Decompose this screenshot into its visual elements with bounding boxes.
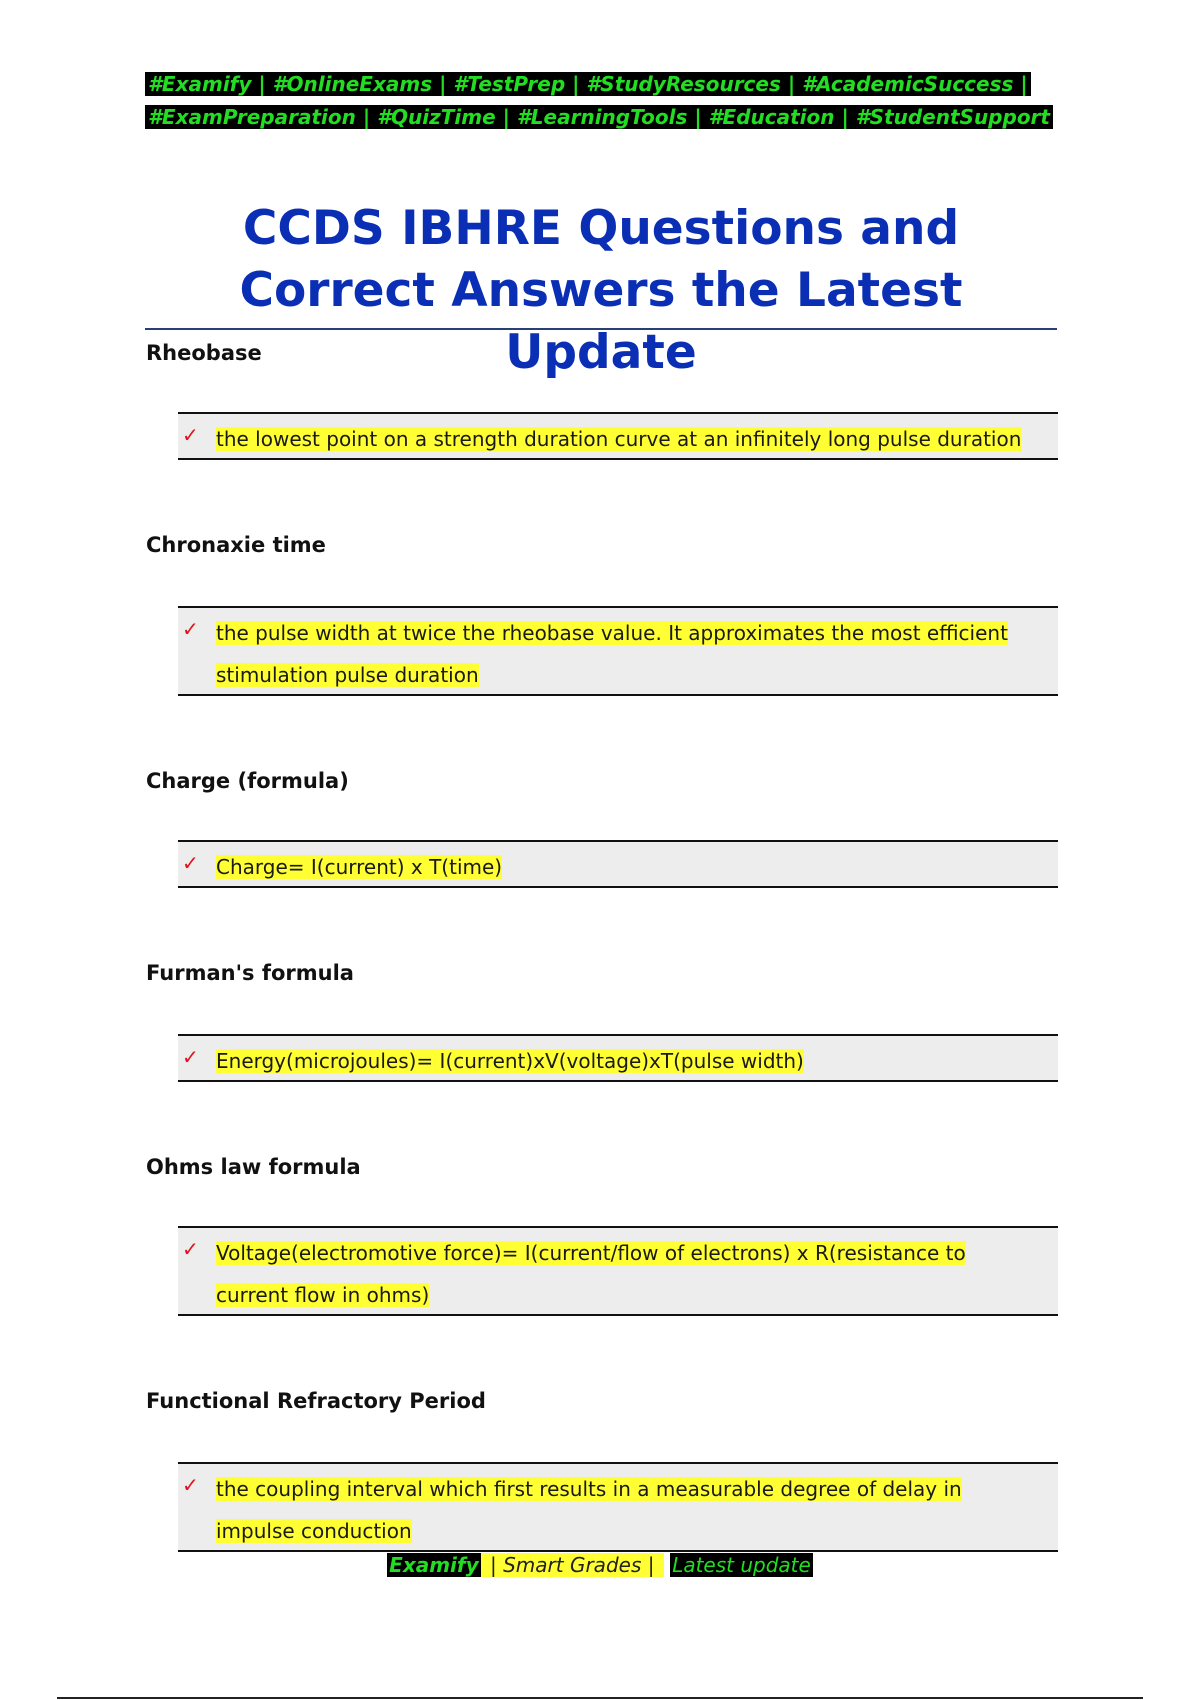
answer-box bbox=[178, 840, 1058, 888]
page-footer bbox=[0, 1551, 1200, 1579]
hashtag-banner bbox=[145, 68, 1065, 134]
question-label: Ohms law formula bbox=[146, 1155, 361, 1179]
question-label: Charge (formula) bbox=[146, 769, 349, 793]
title-divider bbox=[145, 328, 1057, 330]
answer-text: Charge= I(current) x T(time) bbox=[216, 855, 503, 879]
title-line-2: Correct Answers the Latest Update bbox=[239, 263, 963, 380]
document-title bbox=[145, 198, 1057, 384]
answer-box bbox=[178, 412, 1058, 460]
hashtag-text: #Examify | #OnlineExams | #TestPrep | #StudyResources | #AcademicSuccess | bbox=[145, 72, 1031, 96]
hashtag-text: #ExamPreparation | #QuizTime | #LearningTools | #Education | #StudentSupport bbox=[145, 105, 1053, 129]
footer-brand: Examify bbox=[389, 1553, 479, 1577]
checkmark-icon: ✓ bbox=[182, 851, 199, 875]
question-label: Furman's formula bbox=[146, 961, 354, 985]
checkmark-icon: ✓ bbox=[182, 617, 199, 641]
answer-text: Voltage(electromotive force)= I(current/flow of electrons) x R(resistance to current flow in ohms) bbox=[216, 1241, 966, 1307]
hashtag-line-2 bbox=[145, 101, 1065, 134]
answer-box bbox=[178, 606, 1058, 696]
checkmark-icon: ✓ bbox=[182, 1237, 199, 1261]
answer-box bbox=[178, 1462, 1058, 1552]
hashtag-line-1 bbox=[145, 68, 1065, 101]
title-line-1: CCDS IBHRE Questions and bbox=[242, 201, 960, 256]
checkmark-icon: ✓ bbox=[182, 1473, 199, 1497]
question-label: Rheobase bbox=[146, 341, 262, 365]
answer-text: Energy(microjoules)= I(current)xV(voltage)xT(pulse width) bbox=[216, 1049, 804, 1073]
question-label: Functional Refractory Period bbox=[146, 1389, 486, 1413]
answer-text: the coupling interval which first results in a measurable degree of delay in impulse conduction bbox=[216, 1477, 962, 1543]
checkmark-icon: ✓ bbox=[182, 423, 199, 447]
footer-middle: | Smart Grades | bbox=[481, 1553, 664, 1577]
answer-box bbox=[178, 1034, 1058, 1082]
answer-box bbox=[178, 1226, 1058, 1316]
checkmark-icon: ✓ bbox=[182, 1045, 199, 1069]
page-bottom-divider bbox=[57, 1697, 1143, 1699]
footer-tagline: Latest update bbox=[672, 1553, 811, 1577]
answer-text: the lowest point on a strength duration curve at an infinitely long pulse duration bbox=[216, 427, 1022, 451]
answer-text: the pulse width at twice the rheobase value. It approximates the most efficient stimulation pulse duration bbox=[216, 621, 1008, 687]
question-label: Chronaxie time bbox=[146, 533, 326, 557]
